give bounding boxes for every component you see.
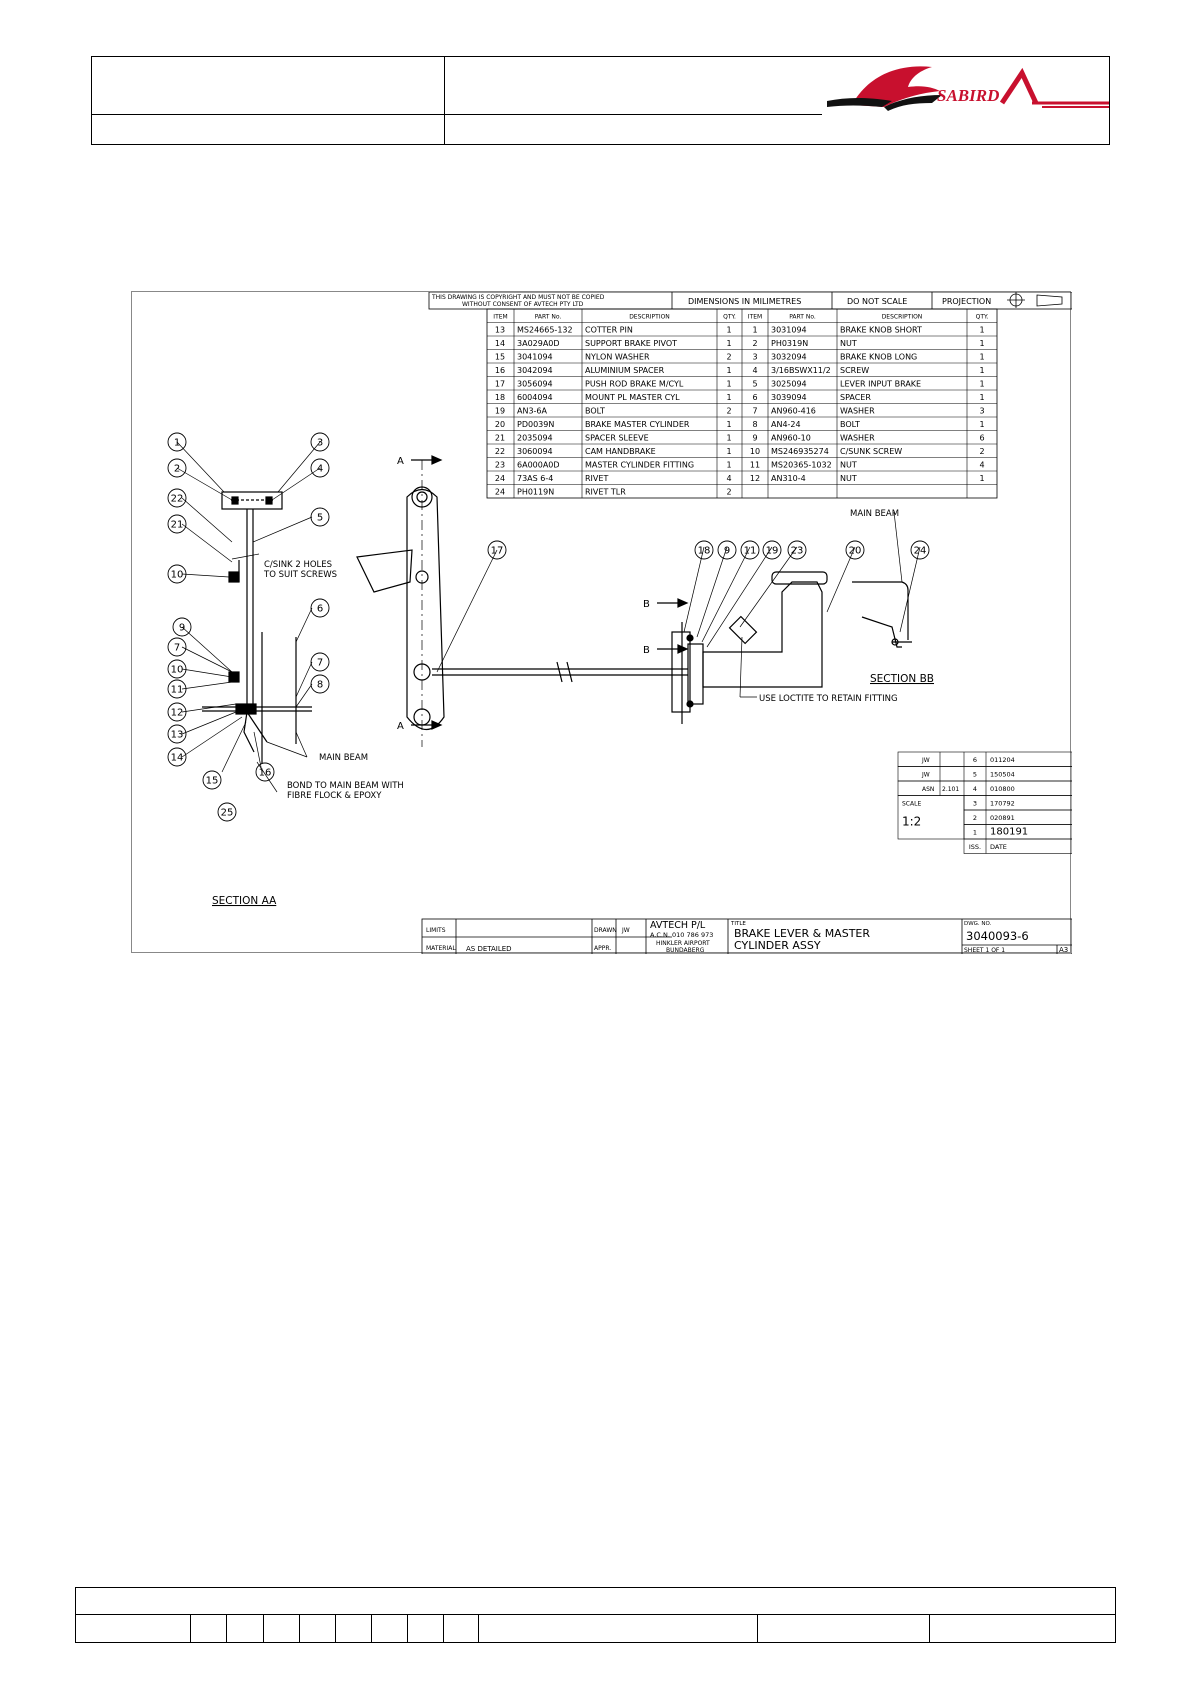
balloon-number: 22 [170, 493, 184, 505]
balloon-number: 12 [170, 707, 184, 719]
parts-left-qty: 1 [726, 339, 732, 348]
parts-header-left: PART No. [534, 313, 562, 321]
parts-right-partno: 3025094 [771, 379, 807, 389]
header-column-divider [444, 57, 445, 144]
balloon-number: 10 [170, 664, 184, 676]
revision-date: 170792 [990, 799, 1015, 808]
parts-right-partno: MS20365-1032 [771, 460, 832, 470]
footer-cell [226, 1614, 227, 1642]
parts-left-qty: 1 [726, 379, 732, 389]
parts-left-partno: 2035094 [517, 433, 553, 443]
copyright-line-2: WITHOUT CONSENT OF AVTECH PTY LTD [462, 301, 584, 308]
note-csink-line-1: C/SINK 2 HOLES [264, 560, 333, 570]
footer-cell [190, 1614, 191, 1642]
parts-right-item: 1 [752, 325, 758, 335]
do-not-scale-note: DO NOT SCALE [847, 297, 908, 306]
balloon-number: 23 [790, 545, 804, 557]
parts-left-partno: MS24665-132 [517, 325, 573, 335]
revision-date: 180191 [990, 826, 1029, 838]
note-main-beam: MAIN BEAM [319, 753, 369, 763]
parts-left-description: BOLT [585, 406, 605, 416]
parts-left-description: SUPPORT BRAKE PIVOT [585, 339, 678, 348]
parts-header-right: ITEM [747, 313, 763, 321]
parts-left-partno: 3042094 [517, 366, 553, 375]
revision-issue: 1 [972, 828, 978, 837]
balloon-number: 11 [170, 684, 184, 696]
drawing-number: 3040093-6 [966, 929, 1029, 943]
title-label: TITLE [731, 921, 746, 927]
company-address-2: BUNDABERG [666, 947, 705, 954]
parts-left-description: COTTER PIN [585, 325, 633, 335]
footer-cell [371, 1614, 372, 1642]
parts-left-qty: 4 [726, 474, 732, 483]
parts-right-qty: 1 [979, 325, 985, 335]
parts-left-item: 23 [494, 460, 506, 470]
drawing-title-line-2: CYLINDER ASSY [734, 939, 821, 952]
balloon-number: 13 [170, 729, 184, 741]
parts-right-item: 11 [749, 460, 761, 470]
parts-right-item: 7 [752, 406, 758, 416]
balloon-number: 7 [316, 657, 324, 669]
parts-right-partno: 3/16BSWX11/2 [771, 366, 831, 375]
parts-left-description: ALUMINIUM SPACER [585, 366, 665, 375]
parts-list [487, 309, 997, 498]
balloon-number: 24 [913, 545, 927, 557]
parts-right-qty: 1 [979, 379, 985, 389]
material-label: MATERIAL [426, 945, 456, 952]
parts-right-qty: 2 [979, 447, 985, 456]
parts-right-description: SPACER [840, 393, 871, 402]
section-aa-label: SECTION AA [212, 895, 277, 907]
copyright-line-1: THIS DRAWING IS COPYRIGHT AND MUST NOT BE COPIED [432, 294, 605, 301]
footer-row-divider [76, 1614, 1115, 1615]
parts-left-partno: AN3-6A [517, 406, 547, 416]
balloon-number: 3 [316, 437, 324, 449]
parts-right-item: 2 [752, 339, 758, 348]
parts-right-partno: AN960-416 [771, 406, 816, 416]
parts-left-partno: 3056094 [517, 379, 553, 389]
parts-left-qty: 2 [726, 487, 732, 497]
parts-left-item: 24 [494, 474, 506, 483]
dimensions-note: DIMENSIONS IN MILIMETRES [688, 297, 802, 306]
parts-left-qty: 1 [726, 393, 732, 402]
parts-right-qty: 1 [979, 366, 985, 375]
balloon-number: 2 [173, 463, 181, 475]
balloon-number: 14 [170, 752, 184, 764]
parts-left-description: NYLON WASHER [585, 352, 650, 362]
balloon-number: 19 [765, 545, 779, 557]
balloon-number: 20 [848, 545, 862, 557]
balloon-number: 9 [723, 545, 731, 557]
material-value: AS DETAILED [466, 945, 512, 953]
revision-issue: 5 [972, 770, 978, 779]
company-address-1: HINKLER AIRPORT [656, 940, 710, 947]
drawing-title-line-1: BRAKE LEVER & MASTER [734, 927, 871, 940]
parts-right-description: BOLT [840, 420, 860, 429]
revision-table [898, 752, 1072, 854]
parts-right-qty: 1 [979, 339, 985, 348]
parts-left-item: 17 [494, 379, 506, 389]
parts-left-item: 19 [494, 406, 506, 416]
parts-header-right: QTY. [975, 313, 989, 321]
note-main-beam-bb: MAIN BEAM [850, 509, 900, 519]
balloon-number: 17 [490, 545, 504, 557]
parts-left-qty: 1 [726, 366, 732, 375]
parts-right-description: NUT [840, 474, 857, 483]
parts-header-right: PART No. [789, 313, 816, 321]
drawing-number-label: DWG. NO. [964, 921, 992, 927]
parts-right-partno: MS246935274 [771, 447, 829, 456]
parts-left-qty: 2 [726, 352, 732, 362]
revision-date: 150504 [990, 770, 1015, 779]
parts-left-qty: 1 [726, 433, 732, 443]
parts-right-partno: AN4-24 [771, 420, 801, 429]
company-name: AVTECH P/L [650, 920, 706, 931]
parts-left-description: MOUNT PL MASTER CYL [585, 393, 680, 402]
parts-header-left: ITEM [493, 313, 508, 321]
arrow-b-top-label: B [643, 599, 650, 610]
balloon-number: 10 [170, 569, 184, 581]
parts-left-partno: 3060094 [517, 447, 553, 456]
footer-cell [929, 1614, 930, 1642]
section-aa-view [202, 492, 312, 772]
note-bond-line-1: BOND TO MAIN BEAM WITH [287, 781, 404, 791]
parts-right-description: NUT [840, 339, 857, 348]
parts-right-item: 3 [752, 352, 758, 362]
note-bond-line-2: FIBRE FLOCK & EPOXY [287, 791, 382, 801]
balloon-number: 25 [220, 807, 234, 819]
parts-left-qty: 2 [726, 406, 732, 416]
footer-cell [478, 1614, 479, 1642]
parts-left-partno: PD0039N [517, 420, 555, 429]
parts-left-partno: 73AS 6-4 [517, 474, 554, 483]
note-loctite: USE LOCTITE TO RETAIN FITTING [759, 694, 898, 704]
parts-left-item: 21 [494, 433, 506, 443]
parts-right-qty: 4 [979, 460, 985, 470]
drawn-label: DRAWN [594, 927, 617, 934]
parts-header-left: DESCRIPTION [629, 313, 670, 321]
sheet-number: SHEET 1 OF 1 [964, 947, 1006, 954]
revision-initials: JW [922, 757, 930, 764]
revision-initials: JW [922, 771, 930, 779]
arrow-b-bottom-label: B [643, 645, 650, 656]
arrow-a-top-label: A [397, 456, 404, 467]
parts-right-partno: AN310-4 [771, 474, 806, 483]
balloon-number: 4 [316, 463, 324, 475]
footer-cell [407, 1614, 408, 1642]
scale-label: SCALE [902, 800, 922, 808]
company-acn: A.C.N. 010 786 973 [650, 931, 714, 939]
parts-left-partno: 3A029A0D [517, 339, 560, 348]
revision-issue-header: ISS. [968, 843, 982, 851]
parts-left-description: RIVET [585, 474, 609, 483]
parts-left-item: 20 [494, 420, 506, 429]
limits-label: LIMITS [426, 927, 446, 934]
parts-left-qty: 1 [726, 420, 732, 429]
revision-issue: 4 [972, 785, 978, 793]
balloon-number: 21 [170, 519, 184, 531]
section-bb-label: SECTION BB [870, 673, 935, 685]
revision-issue: 6 [972, 756, 978, 764]
parts-right-description: SCREW [840, 366, 870, 375]
balloon-number: 6 [316, 603, 324, 615]
parts-left-item: 15 [494, 352, 506, 362]
balloon-number: 11 [743, 545, 757, 557]
parts-right-item: 10 [749, 447, 761, 456]
revision-reference: 2.101 [942, 786, 960, 793]
parts-right-item: 8 [752, 420, 758, 429]
parts-left-qty: 1 [726, 447, 732, 456]
footer-cell [443, 1614, 444, 1642]
footer-table [75, 1587, 1116, 1643]
parts-right-qty: 1 [979, 352, 985, 362]
parts-right-partno: 3039094 [771, 393, 807, 402]
parts-right-item: 4 [752, 366, 758, 375]
revision-issue: 3 [972, 799, 978, 808]
parts-left-partno: 6004094 [517, 393, 553, 402]
parts-right-qty: 3 [979, 406, 985, 416]
parts-left-item: 24 [494, 487, 506, 497]
company-logo [822, 57, 1109, 117]
footer-cell [299, 1614, 300, 1642]
parts-left-description: PUSH ROD BRAKE M/CYL [585, 379, 684, 389]
parts-left-qty: 1 [726, 460, 732, 470]
balloon-number: 16 [258, 767, 272, 779]
footer-cell [263, 1614, 264, 1642]
revision-initials: ASN [922, 786, 935, 793]
parts-right-description: BRAKE KNOB SHORT [840, 325, 922, 335]
parts-right-item: 5 [752, 379, 758, 389]
footer-cell [335, 1614, 336, 1642]
parts-right-description: WASHER [840, 406, 875, 416]
logo-wordmark: SABIRD [937, 86, 1000, 105]
parts-right-description: C/SUNK SCREW [840, 447, 903, 456]
parts-header-left: QTY. [723, 313, 736, 321]
balloon-number: 8 [316, 679, 324, 691]
parts-right-qty: 1 [979, 393, 985, 402]
parts-left-item: 13 [494, 325, 506, 335]
parts-left-description: SPACER SLEEVE [585, 433, 649, 443]
parts-left-item: 14 [494, 339, 506, 348]
revision-date-header: DATE [990, 843, 1007, 851]
parts-right-partno: 3032094 [771, 352, 807, 362]
parts-right-qty: 6 [979, 433, 985, 443]
parts-right-description: WASHER [840, 433, 875, 443]
scale-value: 1:2 [902, 814, 922, 829]
parts-right-item: 6 [752, 393, 758, 402]
section-bb-view [852, 582, 912, 647]
header-table [91, 56, 1110, 145]
footer-cell [757, 1614, 758, 1642]
balloon-number: 15 [205, 775, 219, 787]
parts-right-description: LEVER INPUT BRAKE [840, 379, 922, 389]
balloon-number: 5 [316, 512, 324, 524]
parts-right-item: 12 [749, 474, 761, 483]
parts-header-right: DESCRIPTION [881, 313, 923, 321]
revision-date: 010800 [990, 785, 1015, 793]
parts-left-item: 22 [494, 447, 506, 456]
note-csink-line-2: TO SUIT SCREWS [264, 570, 338, 580]
parts-right-qty: 1 [979, 420, 985, 429]
section-arrows [411, 456, 687, 729]
drawn-value: JW [622, 927, 630, 934]
parts-left-partno: 3041094 [517, 352, 553, 362]
revision-date: 020891 [990, 814, 1015, 822]
revision-date: 011204 [990, 756, 1015, 764]
projection-label: PROJECTION [942, 297, 992, 306]
sheet-size: A3 [1059, 946, 1069, 954]
engineering-drawing [131, 291, 1071, 953]
arrow-a-bottom-label: A [397, 721, 404, 732]
balloon-number: 18 [697, 545, 711, 557]
parts-right-description: BRAKE KNOB LONG [840, 352, 918, 362]
parts-right-partno: PH0319N [771, 339, 809, 348]
parts-left-partno: PH0119N [517, 487, 555, 497]
parts-left-item: 18 [494, 393, 506, 402]
balloon-number: 1 [173, 437, 181, 449]
balloon-number: 7 [173, 642, 181, 654]
balloon-number: 9 [178, 622, 186, 634]
parts-left-description: RIVET TLR [585, 487, 626, 497]
parts-left-item: 16 [494, 366, 506, 375]
revision-issue: 2 [972, 814, 978, 822]
parts-right-partno: AN960-10 [771, 433, 811, 443]
approved-label: APPR. [594, 945, 612, 952]
parts-left-description: BRAKE MASTER CYLINDER [585, 420, 690, 429]
parts-left-description: MASTER CYLINDER FITTING [585, 460, 695, 470]
parts-left-qty: 1 [726, 325, 732, 335]
parts-right-partno: 3031094 [771, 325, 807, 335]
parts-right-qty: 1 [979, 474, 985, 483]
parts-left-partno: 6A000A0D [517, 460, 560, 470]
parts-right-description: NUT [840, 460, 857, 470]
parts-left-description: CAM HANDBRAKE [585, 447, 656, 456]
parts-right-item: 9 [752, 433, 758, 443]
